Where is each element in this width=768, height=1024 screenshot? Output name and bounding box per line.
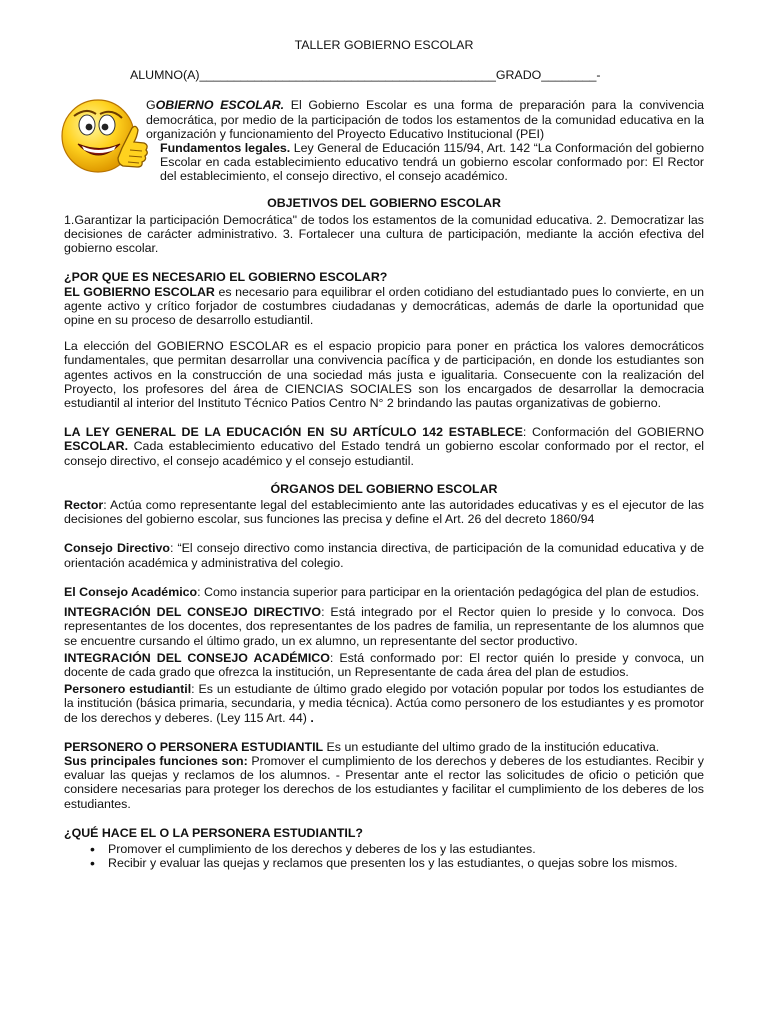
porque-paragraph-2: La elección del GOBIERNO ESCOLAR es el espacio propicio para poner en práctica los valores democráticos fundamentales, que permitan desarrollar una convivencia pacífica y de participación, en donde los estudiantes son agentes activos en la construcción de una sociedad más justa e igualitaria. Consecuente con la realización del Proyecto, los profesores del área de CIENCIAS SOCIALES son los encargados de desarrollar la democracia estudiantil al interior del Instituto Técnico Patios Centro N° 2 brindando las pautas organizativas de gobierno. [64,339,704,411]
integracion-directivo-paragraph: INTEGRACIÓN DEL CONSEJO DIRECTIVO: Está integrado por el Rector quien lo preside y lo convoca. Dos representantes de los docentes, dos representantes de los padres de familia, un representante de los alumnos que se encuentre cursando el último grado, un ex alumno, un representante del sector productivo. [64,605,704,648]
intro-block [64,98,704,183]
integracion-academico-paragraph: INTEGRACIÓN DEL CONSEJO ACADÉMICO: Está conformado por: El rector quién lo preside y convoca, un docente de cada grado que ofrezca la institución, un Representante de cada área del plan de estudios. [64,650,704,679]
consejo-academico-paragraph: El Consejo Académico: Como instancia superior para participar en la orientación pedagógica del plan de estudios. [64,584,700,599]
organos-heading: ÓRGANOS DEL GOBIERNO ESCOLAR [270,481,498,496]
student-name-grade-line: ALUMNO(A)___________________________________________GRADO________- [130,68,601,83]
objetivos-heading: OBJETIVOS DEL GOBIERNO ESCOLAR [267,195,501,210]
ley-general-paragraph: LA LEY GENERAL DE LA EDUCACIÓN EN SU ARTÍCULO 142 ESTABLECE: Conformación del GOBIERNO ESCOLAR. Cada establecimiento educativo del Estado tendrá un gobierno escolar conformado por el rector, el consejo directivo, el consejo académico y el consejo estudiantil. [64,425,704,468]
list-item: • Promover el cumplimiento de los derechos y deberes de los y las estudiantes. [108,842,704,856]
personero-paragraph: Personero estudiantil: Es un estudiante de último grado elegido por votación popular por todos los estudiantes de la institución (básica primaria, secundaria, y media técnica). Actúa como personero de los estudiantes y es promotor de los derechos y deberes. (Ley 115 Art. 44) . [64,682,704,725]
que-hace-list [64,842,704,870]
document-page [64,36,704,870]
fundamentos-legales-paragraph: Fundamentos legales. Ley General de Educación 115/94, Art. 142 “La Conformación del gobierno Escolar en cada establecimiento educativo tendrá un gobierno escolar conformado por: El Rector del establecimiento, el consejo directivo, el consejo académico. [160,141,704,184]
list-item: • Recibir y evaluar las quejas y reclamos que presenten los y las estudiantes, o quejas sobre los mismos. [108,856,704,870]
porque-heading: ¿POR QUE ES NECESARIO EL GOBIERNO ESCOLAR? [64,270,388,285]
consejo-directivo-paragraph: Consejo Directivo: “El consejo directivo como instancia directiva, de participación de la comunidad educativa y de orientación académica y administrativa del colegio. [64,541,704,570]
rector-paragraph: Rector: Actúa como representante legal del establecimiento ante las autoridades educativas y es el ejecutor de las decisiones del gobierno escolar, sus funciones las precisa y define el Art. 26 del decreto 1860/94 [64,498,704,527]
personera-paragraph: PERSONERO O PERSONERA ESTUDIANTIL Es un estudiante del ultimo grado de la institución educativa. Sus principales funciones son: Promover el cumplimiento de los derechos y deberes de los estudiantes. Recibir y evaluar las quejas y reclamos de los alumnos. - Presentar ante el rector las solicitudes de oficio o petición que considere necesarias para proteger los derechos de los estudiantes y facilitar el cumplimiento de los deberes de los estudiantes. [64,739,704,811]
document-title: TALLER GOBIERNO ESCOLAR [294,38,474,52]
fundamentos-legales-term: Fundamentos legales. [160,141,291,156]
gobierno-escolar-paragraph: GOBIERNO ESCOLAR. El Gobierno Escolar es una forma de preparación para la convivencia democrática, por medio de la participación de todos los estamentos de la comunidad educativa en la organización y funcionamiento del Proyecto Educativo Institucional (PEI) [146,98,704,141]
porque-paragraph-1: EL GOBIERNO ESCOLAR es necesario para equilibrar el orden cotidiano del estudiantado pues lo convierte, en un agente activo y crítico forjador de costumbres ciudadanas y democráticas, además de darle la oportunidad que opine en su proceso de desarrollo estudiantil. [64,284,705,328]
thumbs-up-smiley-icon [58,92,150,182]
gobierno-escolar-term: OBIERNO ESCOLAR. [155,98,285,113]
que-hace-heading: ¿QUÉ HACE EL O LA PERSONERA ESTUDIANTIL? [64,825,363,840]
objetivos-paragraph: 1.Garantizar la participación Democrática" de todos los estamentos de la comunidad educativa. 2. Democratizar las decisiones de carácter administrativo. 3. Fortalecer una cultura de participación, mediante la acción efectiva del gobierno escolar. [64,212,704,256]
